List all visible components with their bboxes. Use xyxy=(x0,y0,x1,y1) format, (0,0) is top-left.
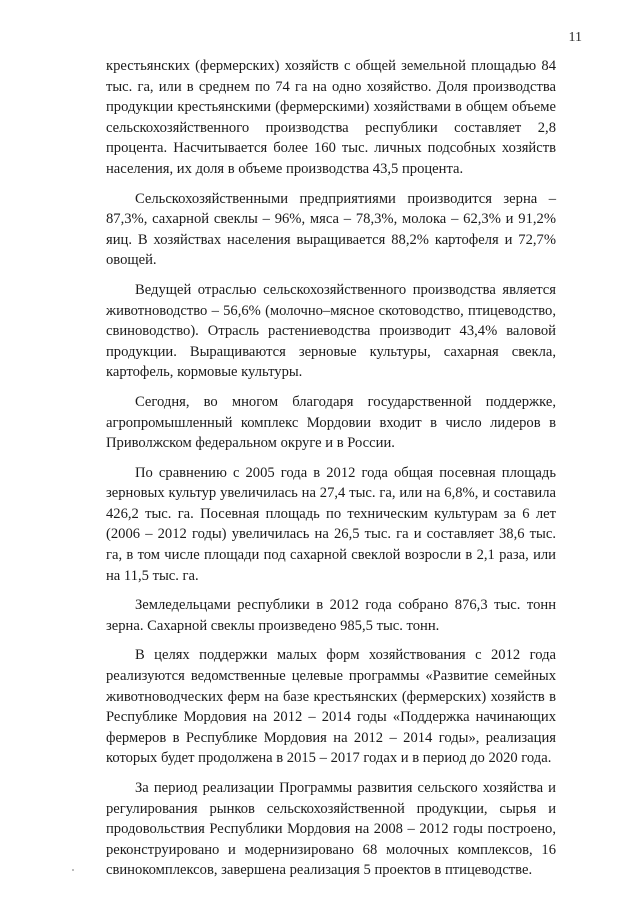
paragraph-enterprises-output: Сельскохозяйственными предприятиями производится зерна – 87,3%, сахарной свеклы – 96%, мяса – 78,3%, молока – 62,3% и 91,2% яиц. В хозяйствах населения выращивается 88,2% картофеля и 72,7% овощей. xyxy=(106,190,556,269)
paragraph-sown-area: По сравнению с 2005 года в 2012 года общая посевная площадь зерновых культур увеличилась на 27,4 тыс. га, или на 6,8%, и составила 426,2 тыс. га. Посевная площадь по техническим культурам за 6 лет (2006 – 2012 годы) увеличилась на 26,5 тыс. га и составляет 38,6 тыс. га, в том числе площади под сахарной свеклой возросли в 2,1 раза, или на 11,5 тыс. га. xyxy=(106,464,556,584)
paragraph-state-support: Сегодня, во многом благодаря государственной поддержке, агропромышленный комплекс Мордовии входит в число лидеров в Приволжском федеральном округе и в России. xyxy=(106,393,556,452)
document-body xyxy=(106,56,556,890)
paragraph-harvest: Земледельцами республики в 2012 года собрано 876,3 тыс. тонн зерна. Сахарной свеклы произведено 985,5 тыс. тонн. xyxy=(106,597,556,634)
page-number: 11 xyxy=(568,30,582,45)
paragraph-small-farms-programs: В целях поддержки малых форм хозяйствования с 2012 года реализуются ведомственные целевые программы «Развитие семейных животноводческих ферм на базе крестьянских (фермерских) хозяйств в Республике Мордовия на 2012 – 2014 годы «Поддержка начинающих фермеров в Республике Мордовия на 2012 – 2014 годы», реализация которых будет продолжена в 2015 – 2017 годах и в период до 2020 года. xyxy=(106,647,556,767)
scan-speck xyxy=(72,869,74,871)
paragraph-leading-sector: Ведущей отраслью сельскохозяйственного производства является животноводство – 56,6% (молочно–мясное скотоводство, птицеводство, свиноводство). Отрасль растениеводства производит 43,4% валовой продукции. Выращиваются зерновые культуры, сахарная свекла, картофель, кормовые культуры. xyxy=(106,281,556,381)
paragraph-farms: крестьянских (фермерских) хозяйств с общей земельной площадью 84 тыс. га, или в среднем по 74 га на одно хозяйство. Доля производства продукции крестьянскими (фермерскими) хозяйствами в общем объеме сельскохозяйственного производства республики составляет 2,8 процента. Насчитывается более 160 тыс. личных подсобных хозяйств населения, их доля в объеме производства 43,5 процента. xyxy=(106,58,556,177)
paragraph-program-results: За период реализации Программы развития сельского хозяйства и регулирования рынков сельскохозяйственной продукции, сырья и продовольствия Республики Мордовия на 2008 – 2012 годы построено, реконструировано и модернизировано 68 молочных комплексов, 16 свинокомплексов, завершена реализация 5 проектов в птицеводстве. xyxy=(106,780,556,879)
